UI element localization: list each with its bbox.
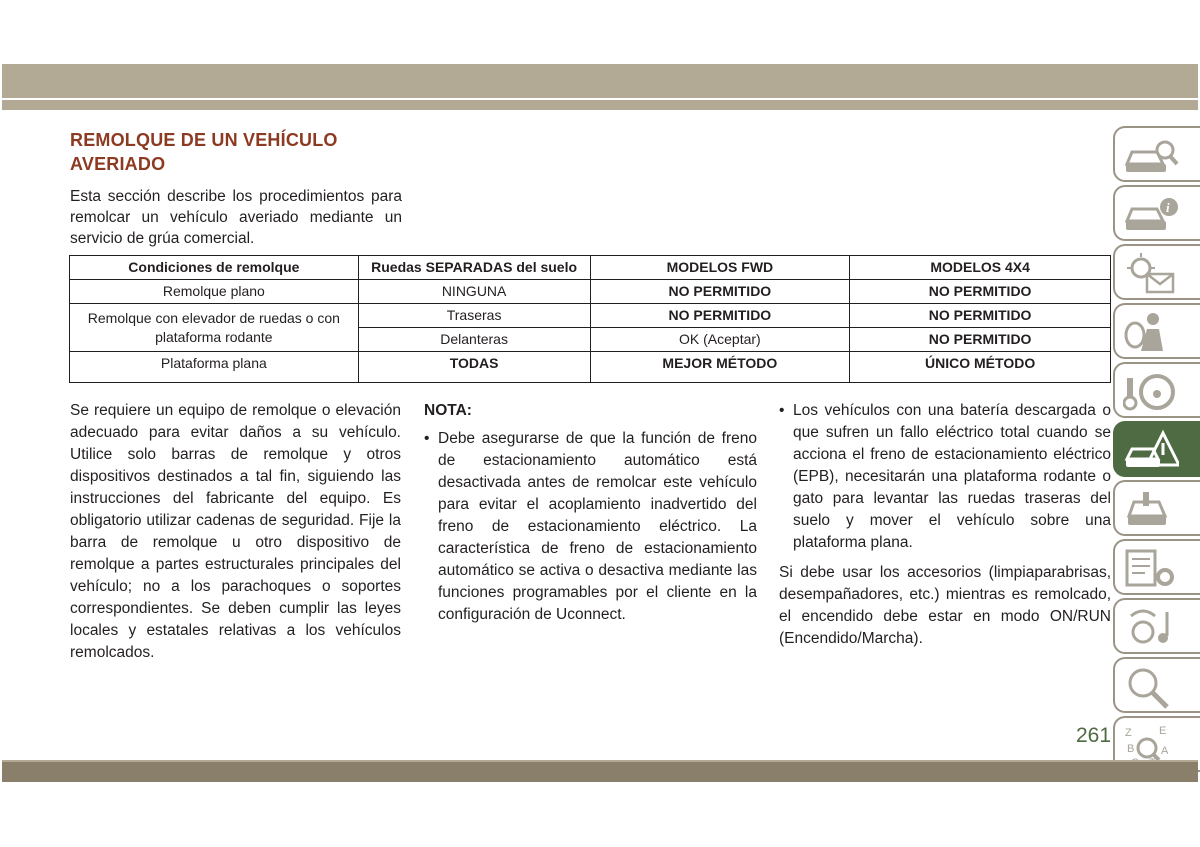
note-bullet: • Debe asegurarse de que la función de freno de estacionamiento automático está desactivada antes de remolcar este vehículo para evitar el acoplamiento inadvertido del freno de estacionamiento eléctrico. La característica de freno de estacionamiento automático se activa o desactiva mediante las funciones programables por el cliente en la configuración de Uconnect. xyxy=(424,428,757,626)
accessories-paragraph: Si debe usar los accesorios (limpiaparabrisas, desempañadores, etc.) mientras es remolcado, el encendido debe estar en modo ON/RUN (Encendido/Marcha). xyxy=(779,564,1111,647)
cell-wheels: TODAS xyxy=(358,352,590,383)
multimedia-music-icon xyxy=(1123,606,1179,650)
cell-fwd: NO PERMITIDO xyxy=(590,304,850,328)
header-4x4: MODELOS 4X4 xyxy=(850,256,1111,280)
cell-wheels: Delanteras xyxy=(358,328,590,352)
search-magnifier-icon xyxy=(1123,665,1179,709)
body-column-2 xyxy=(424,400,757,626)
cell-fwd: MEJOR MÉTODO xyxy=(590,352,850,383)
tab-multimedia[interactable] xyxy=(1113,598,1200,654)
section-title xyxy=(70,128,410,176)
footer-band xyxy=(2,762,1198,782)
warning-lights-message-icon xyxy=(1123,252,1179,296)
index-letter: B xyxy=(1127,743,1135,755)
cell-condition: Remolque plano xyxy=(70,280,359,304)
index-letter: Z xyxy=(1125,727,1132,739)
car-info-icon xyxy=(1123,193,1179,237)
tab-starting-driving[interactable] xyxy=(1113,362,1200,418)
towing-conditions-table xyxy=(69,255,1111,383)
tab-specifications[interactable] xyxy=(1113,539,1200,595)
svg-text:i: i xyxy=(1166,200,1170,215)
specifications-gear-icon xyxy=(1123,547,1179,591)
table-header-row xyxy=(70,256,1111,280)
table-row xyxy=(70,280,1111,304)
header-conditions: Condiciones de remolque xyxy=(70,256,359,280)
steering-wheel-key-icon xyxy=(1123,370,1179,414)
note-label: NOTA: xyxy=(424,402,472,419)
tab-safety[interactable] xyxy=(1113,303,1200,359)
tab-servicing[interactable] xyxy=(1113,480,1200,536)
cell-wheels: Traseras xyxy=(358,304,590,328)
cell-4x4: ÚNICO MÉTODO xyxy=(850,352,1111,383)
tab-warning-lights[interactable] xyxy=(1113,244,1200,300)
header-rule xyxy=(2,100,1198,110)
header-wheels: Ruedas SEPARADAS del suelo xyxy=(358,256,590,280)
cell-condition: Plataforma plana xyxy=(70,352,359,383)
table-row xyxy=(70,352,1111,383)
car-search-icon xyxy=(1123,134,1179,178)
section-title-line-2: AVERIADO xyxy=(70,154,166,174)
index-letter: A xyxy=(1161,745,1169,757)
page-number: 261 xyxy=(1076,724,1112,747)
header-fwd: MODELOS FWD xyxy=(590,256,850,280)
battery-bullet: • Los vehículos con una batería descargada o que sufren un fallo eléctrico total cuando se acciona el freno de estacionamiento eléctrico (EPB), necesitarán una plataforma rodante o gato para levantar las ruedas traseras del suelo y mover el vehículo sobre una plataforma plana. xyxy=(779,400,1111,554)
intro-paragraph: Esta sección describe los procedimientos para remolcar un vehículo averiado mediante un servicio de grúa comercial. xyxy=(70,188,402,247)
cell-4x4: NO PERMITIDO xyxy=(850,328,1111,352)
body-column-1: Se requiere un equipo de remolque o elevación adecuado para evitar daños a su vehículo. Utilice solo barras de remolque y otros dispositivos destinados a tal fin, siguiendo las instrucciones del fabricante del equipo. Es obligatorio utilizar cadenas de seguridad. Fije la barra de remolque u otro dispositivo de remolque a partes estructurales principales del vehículo; no a los parachoques o soportes correspondientes. Se deben cumplir las leyes locales y estatales relativas a los vehículos remolcados. xyxy=(70,402,401,661)
table-row xyxy=(70,304,1111,328)
cell-condition: Remolque con elevador de ruedas o con plataforma rodante xyxy=(70,304,359,352)
car-breakdown-warning-icon xyxy=(1123,429,1179,473)
section-title-line-1: REMOLQUE DE UN VEHÍCULO xyxy=(70,130,338,150)
tab-search[interactable] xyxy=(1113,657,1200,713)
tab-emergency[interactable] xyxy=(1113,421,1200,477)
body-column-3 xyxy=(779,400,1111,650)
car-maintenance-icon xyxy=(1123,488,1179,532)
cell-wheels: NINGUNA xyxy=(358,280,590,304)
header-band xyxy=(2,64,1198,98)
cell-fwd: NO PERMITIDO xyxy=(590,280,850,304)
index-letter: E xyxy=(1159,725,1167,737)
cell-4x4: NO PERMITIDO xyxy=(850,304,1111,328)
cell-4x4: NO PERMITIDO xyxy=(850,280,1111,304)
cell-fwd: OK (Aceptar) xyxy=(590,328,850,352)
tab-car-search[interactable] xyxy=(1113,126,1200,182)
tab-car-info[interactable] xyxy=(1113,185,1200,241)
airbag-person-icon xyxy=(1123,311,1179,355)
